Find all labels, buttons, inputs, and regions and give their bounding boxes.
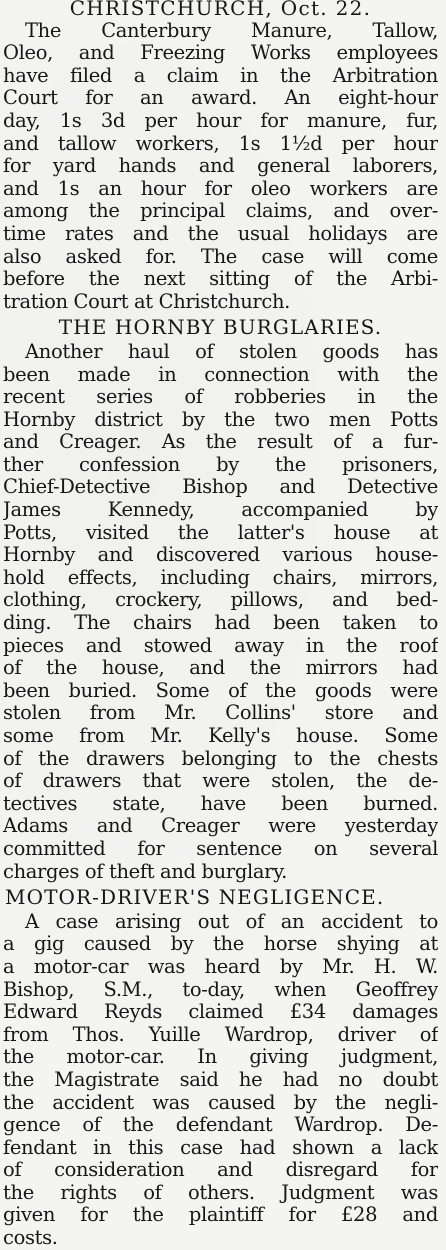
article-line: ther confession by the prisoners,	[3, 453, 438, 476]
article-line: pieces and stowed away in the roof	[3, 634, 438, 657]
article-line: a gig caused by the horse shying at	[3, 933, 438, 956]
article-line: Oleo, and Freezing Works employees	[3, 42, 438, 65]
article-line: and tallow workers, 1s 1½d per hour	[3, 132, 438, 155]
article-line: the Magistrate said he had no doubt	[3, 1068, 438, 1091]
article-line: Hornby and discovered various house-	[3, 544, 438, 567]
article-line: fendant in this case had shown a lack	[3, 1136, 438, 1159]
article-line: some from Mr. Kelly's house. Some	[3, 725, 438, 747]
article-hornby-burglaries	[3, 341, 438, 883]
article-line: the accident was caused by the negli-	[3, 1091, 438, 1114]
article-line: tration Court at Christchurch.	[3, 290, 291, 313]
article-line: recent series of robberies in the	[3, 386, 438, 409]
article-line: time rates and the usual holidays are	[3, 222, 438, 245]
article-line: Hornby district by the two men Potts	[3, 408, 438, 431]
article-line: hold effects, including chairs, mirrors,	[3, 566, 438, 589]
article-canterbury-claim	[3, 20, 438, 314]
article-line: and Creager. As the result of a fur-	[3, 431, 438, 454]
article-line: and 1s an hour for oleo workers are	[3, 177, 438, 200]
article-line: the motor-car. In giving judgment,	[3, 1046, 438, 1069]
article-line: for yard hands and general laborers,	[3, 155, 438, 178]
article-line: Edward Reyds claimed £34 damages	[3, 1001, 438, 1024]
article-line: clothing, crockery, pillows, and bed-	[3, 589, 438, 612]
article-line: ding. The chairs had been taken to	[3, 612, 438, 635]
article-line: been buried. Some of the goods were	[3, 679, 438, 702]
article-heading-hornby: THE HORNBY BURGLARIES.	[58, 316, 383, 339]
article-line: of consideration and disregard for	[3, 1159, 438, 1182]
article-line: Bishop, S.M., to-day, when Geoffrey	[3, 978, 438, 1001]
article-line: of the house, and the mirrors had	[3, 657, 438, 680]
article-line: gence of the defendant Wardrop. De-	[3, 1114, 438, 1137]
article-line: The Canterbury Manure, Tallow,	[25, 19, 438, 42]
article-line: of the drawers belonging to the chests	[3, 747, 438, 770]
article-line: Potts, visited the latter's house at	[3, 521, 438, 544]
article-line: day, 1s 3d per hour for manure, fur,	[3, 109, 438, 132]
article-line: a motor-car was heard by Mr. H. W.	[3, 955, 438, 978]
article-line: stolen from Mr. Collins' store and	[3, 702, 438, 725]
article-motor-driver-negligence	[3, 911, 438, 1250]
article-line: before the next sitting of the Arbi-	[3, 268, 438, 291]
article-line: been made in connection with the	[3, 363, 438, 386]
article-heading-motor-driver: MOTOR-DRIVER'S NEGLIGENCE.	[5, 886, 385, 909]
article-line: Chief-Detective Bishop and Detective	[3, 476, 438, 499]
article-line: Court for an award. An eight-hour	[3, 87, 438, 110]
article-line: among the principal claims, and over-	[3, 200, 438, 223]
article-line: from Thos. Yuille Wardrop, driver of	[3, 1023, 438, 1046]
dateline: CHRISTCHURCH, Oct. 22.	[69, 0, 372, 20]
article-line: committed for sentence on several	[3, 837, 438, 860]
article-line: Adams and Creager were yesterday	[3, 815, 438, 838]
article-line: charges of theft and burglary.	[3, 860, 288, 883]
article-line: also asked for. The case will come	[3, 245, 438, 268]
article-line: James Kennedy, accompanied by	[3, 499, 438, 522]
article-line: costs.	[3, 1227, 58, 1250]
article-line: tectives state, have been burned.	[3, 792, 438, 815]
article-line: A case arising out of an accident to	[25, 910, 438, 933]
article-line: of drawers that were stolen, the de-	[3, 770, 438, 793]
article-line: the rights of others. Judgment was	[3, 1181, 438, 1204]
article-line: have filed a claim in the Arbitration	[3, 64, 438, 87]
article-line: given for the plaintiff for £28 and	[3, 1204, 438, 1227]
article-line: Another haul of stolen goods has	[25, 340, 438, 363]
